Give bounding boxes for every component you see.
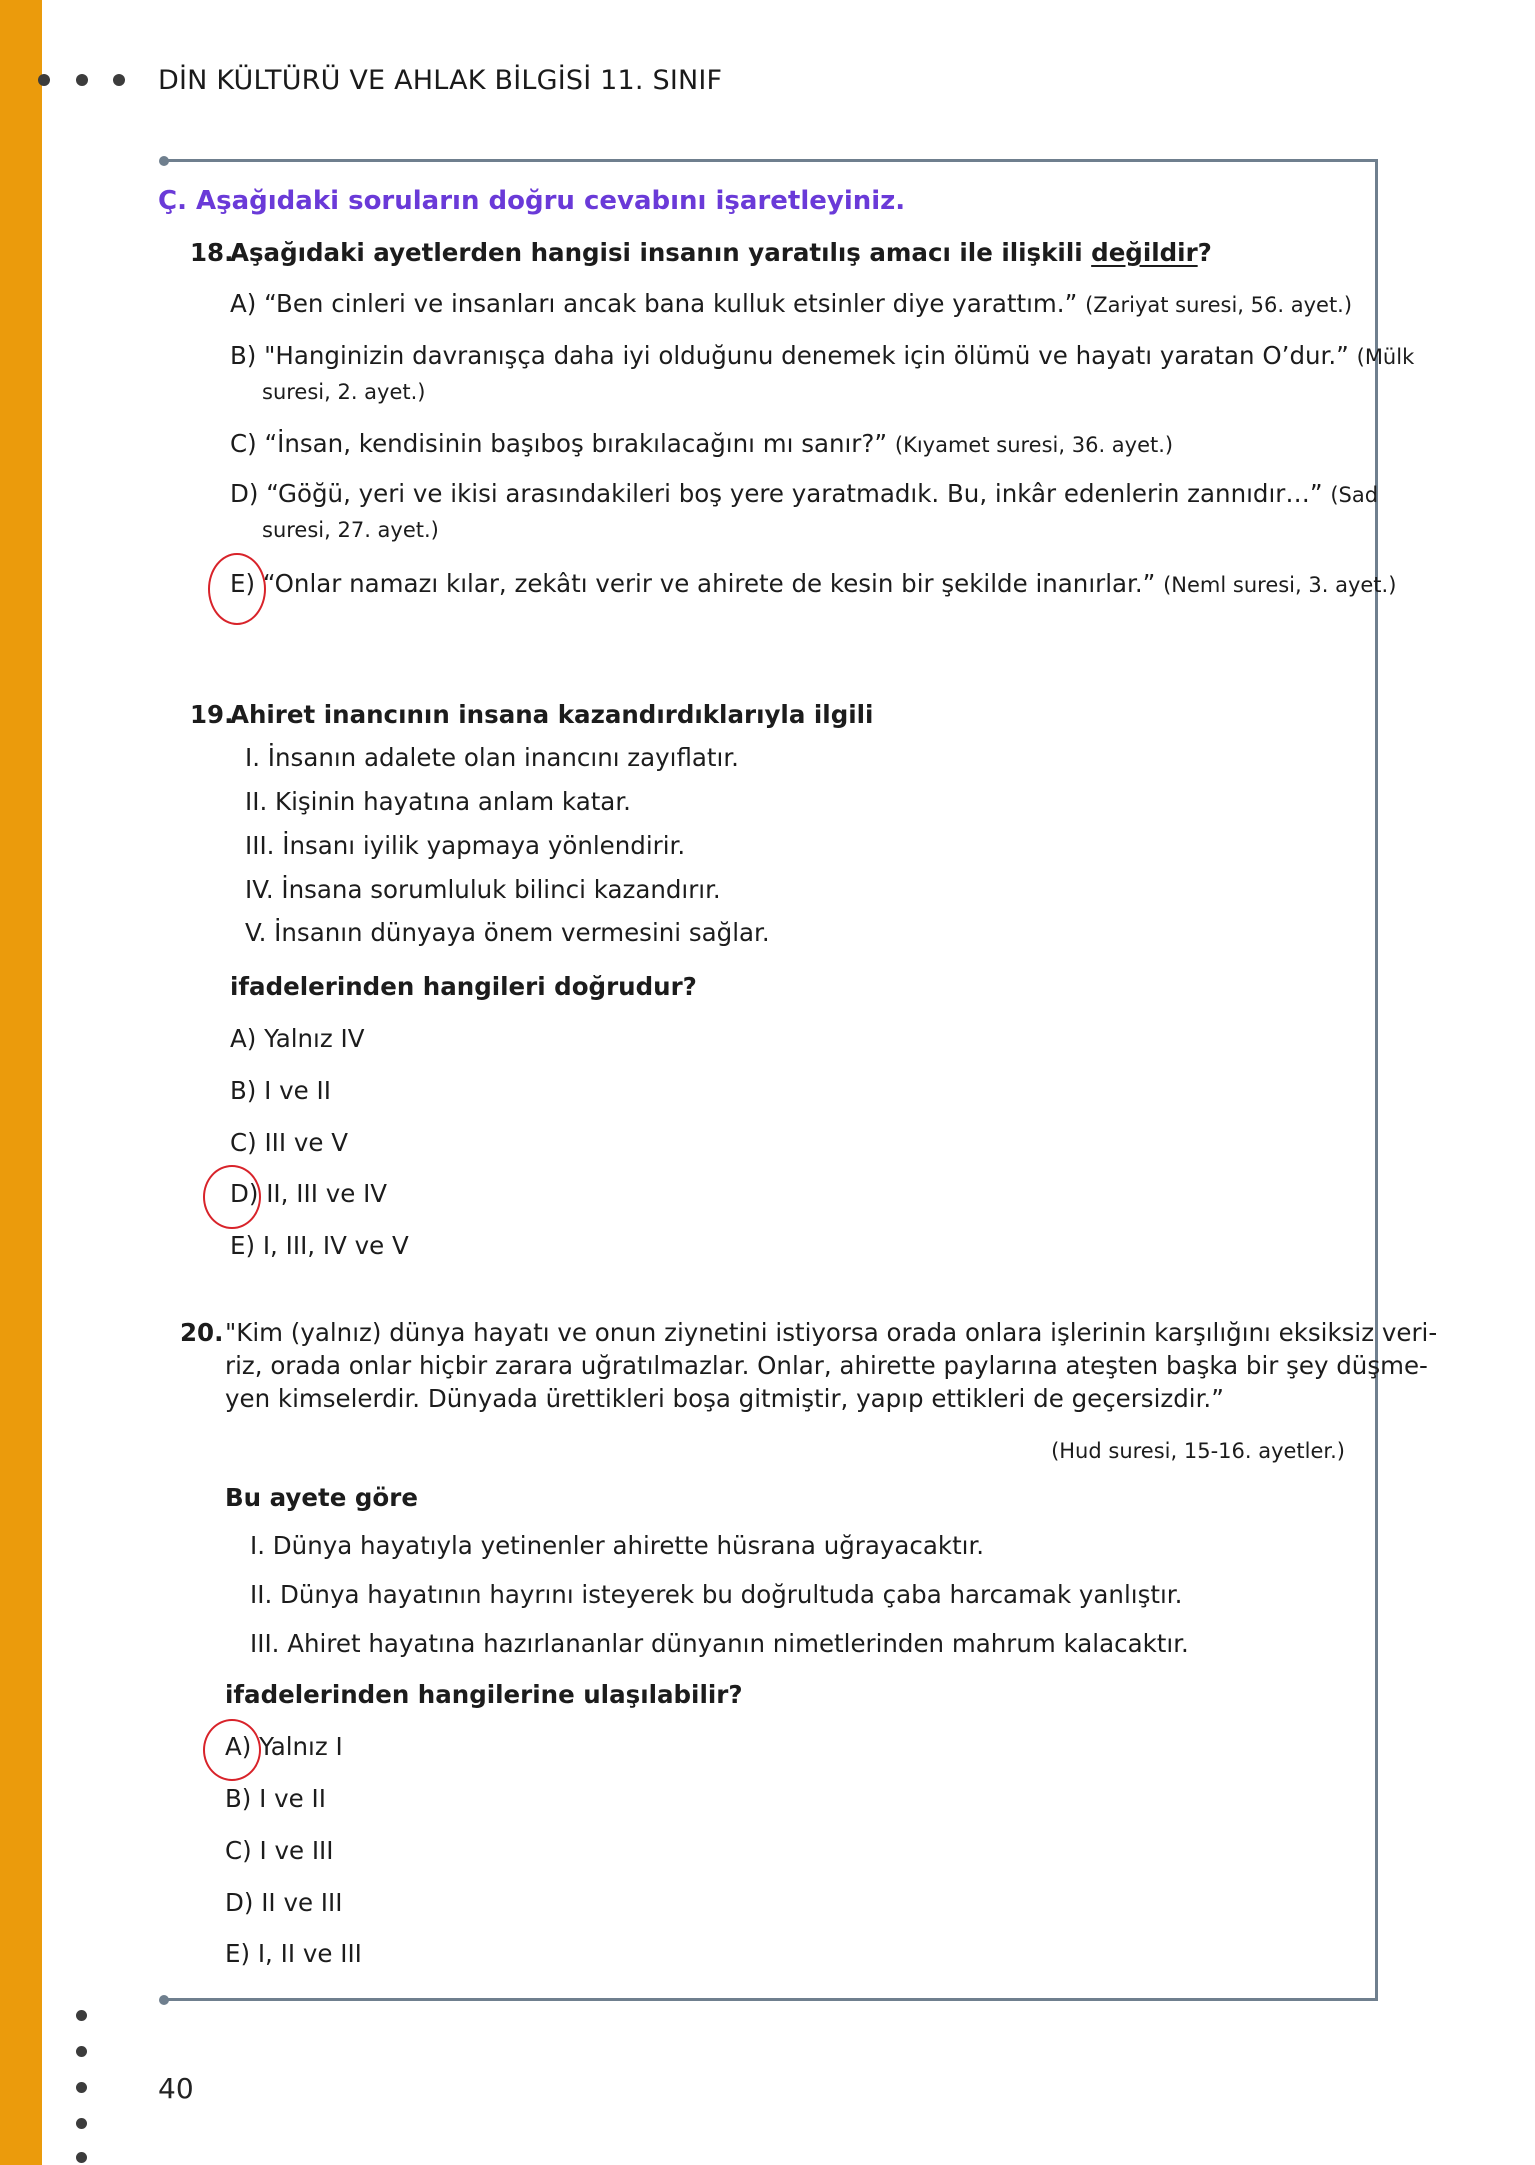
option-reference: (Zariyat suresi, 56. ayet.) — [1085, 293, 1353, 317]
q18-stem-underlined: değildir — [1091, 238, 1198, 267]
dot-icon — [76, 2010, 87, 2021]
dot-icon — [38, 74, 50, 86]
q19-option-a[interactable]: A) Yalnız IV — [230, 1024, 365, 1053]
q19-option-d[interactable]: D) II, III ve IV — [230, 1179, 388, 1208]
q18-option-d[interactable] — [230, 479, 1378, 510]
option-reference: (Sad — [1330, 483, 1379, 507]
q19-statement: IV. İnsana sorumluluk bilinci kazandırır. — [245, 875, 721, 904]
q20-option-e[interactable]: E) I, II ve III — [225, 1939, 362, 1968]
option-text: D) “Göğü, yeri ve ikisi arasındakileri boş yere yaratmadık. Bu, inkâr edenlerin zannıdır…” — [230, 479, 1331, 508]
q20-number: 20. — [180, 1318, 224, 1347]
q20-option-d[interactable]: D) II ve III — [225, 1888, 343, 1917]
option-text: B) "Hanginizin davranışça daha iyi olduğunu denemek için ölümü ve hayatı yaratan O’dur.” — [230, 341, 1357, 370]
q20-option-a[interactable]: A) Yalnız I — [225, 1732, 343, 1761]
q19-stem: Ahiret inancının insana kazandırdıklarıyla ilgili — [230, 700, 874, 729]
q19-option-c[interactable]: C) III ve V — [230, 1128, 349, 1157]
orange-side-bar — [0, 0, 42, 2165]
option-text: E) “Onlar namazı kılar, zekâtı verir ve ahirete de kesin bir şekilde inanırlar.” — [230, 569, 1164, 598]
q20-question: ifadelerinden hangilerine ulaşılabilir? — [225, 1680, 743, 1709]
q18-option-d-ref: suresi, 27. ayet.) — [262, 518, 439, 542]
answer-circle-icon — [208, 553, 266, 625]
q20-statement: I. Dünya hayatıyla yetinenler ahirette hüsrana uğrayacaktır. — [250, 1531, 985, 1560]
answer-circle-icon — [203, 1165, 261, 1229]
dot-icon — [76, 2046, 87, 2057]
q20-reference: (Hud suresi, 15-16. ayetler.) — [1051, 1439, 1345, 1463]
option-text: A) “Ben cinleri ve insanları ancak bana kulluk etsinler diye yarattım.” — [230, 289, 1086, 318]
page-header: DİN KÜLTÜRÜ VE AHLAK BİLGİSİ 11. SINIF — [158, 65, 723, 96]
panel-corner-dot — [159, 156, 169, 166]
q19-statement: III. İnsanı iyilik yapmaya yönlendirir. — [245, 831, 686, 860]
option-reference: (Kıyamet suresi, 36. ayet.) — [894, 433, 1174, 457]
q20-option-b[interactable]: B) I ve II — [225, 1784, 326, 1813]
q20-statement: III. Ahiret hayatına hazırlananlar dünyanın nimetlerinden mahrum kalacaktır. — [250, 1629, 1189, 1658]
q18-option-b-ref: suresi, 2. ayet.) — [262, 380, 426, 404]
dot-icon — [76, 74, 88, 86]
q18-option-c[interactable] — [230, 429, 1173, 460]
q19-option-e[interactable]: E) I, III, IV ve V — [230, 1231, 409, 1260]
q19-number: 19. — [190, 700, 234, 729]
dot-icon — [76, 2118, 87, 2129]
answer-circle-icon — [203, 1719, 261, 1781]
panel-corner-dot — [159, 1995, 169, 2005]
q19-statement: II. Kişinin hayatına anlam katar. — [245, 787, 631, 816]
q19-statement: I. İnsanın adalete olan inancını zayıflatır. — [245, 743, 739, 772]
q18-option-b[interactable] — [230, 341, 1414, 372]
q19-statement: V. İnsanın dünyaya önem vermesini sağlar. — [245, 918, 770, 947]
q19-question: ifadelerinden hangileri doğrudur? — [230, 972, 697, 1001]
dot-icon — [76, 2082, 87, 2093]
q19-option-b[interactable]: B) I ve II — [230, 1076, 331, 1105]
page-number: 40 — [158, 2072, 194, 2105]
q18-stem-end: ? — [1197, 238, 1212, 267]
option-reference: (Neml suresi, 3. ayet.) — [1163, 573, 1397, 597]
q20-option-c[interactable]: C) I ve III — [225, 1836, 334, 1865]
q20-statement: II. Dünya hayatının hayrını isteyerek bu doğrultuda çaba harcamak yanlıştır. — [250, 1580, 1183, 1609]
q18-number: 18. — [190, 238, 234, 267]
q20-intro: Bu ayete göre — [225, 1483, 418, 1512]
q20-quote-line: yen kimselerdir. Dünyada ürettikleri boşa gitmiştir, yapıp ettikleri de geçersizdir.” — [225, 1384, 1224, 1413]
q18-stem — [230, 238, 1212, 268]
q20-quote-line: riz, orada onlar hiçbir zarara uğratılmazlar. Onlar, ahirette paylarına ateşten başka bir şey düşme- — [225, 1351, 1428, 1380]
q18-option-e[interactable] — [230, 569, 1396, 600]
dot-icon — [113, 74, 125, 86]
dot-icon — [76, 2152, 87, 2163]
section-title: Ç. Aşağıdaki soruların doğru cevabını işaretleyiniz. — [158, 186, 906, 216]
q18-option-a[interactable] — [230, 289, 1352, 320]
q18-stem-text: Aşağıdaki ayetlerden hangisi insanın yaratılış amacı ile ilişkili — [230, 238, 1092, 267]
q20-quote-line: "Kim (yalnız) dünya hayatı ve onun ziynetini istiyorsa orada onlara işlerinin karşılığını eksiksiz veri- — [225, 1318, 1438, 1347]
option-text: C) “İnsan, kendisinin başıboş bırakılacağını mı sanır?” — [230, 429, 895, 458]
option-reference: (Mülk — [1356, 345, 1415, 369]
